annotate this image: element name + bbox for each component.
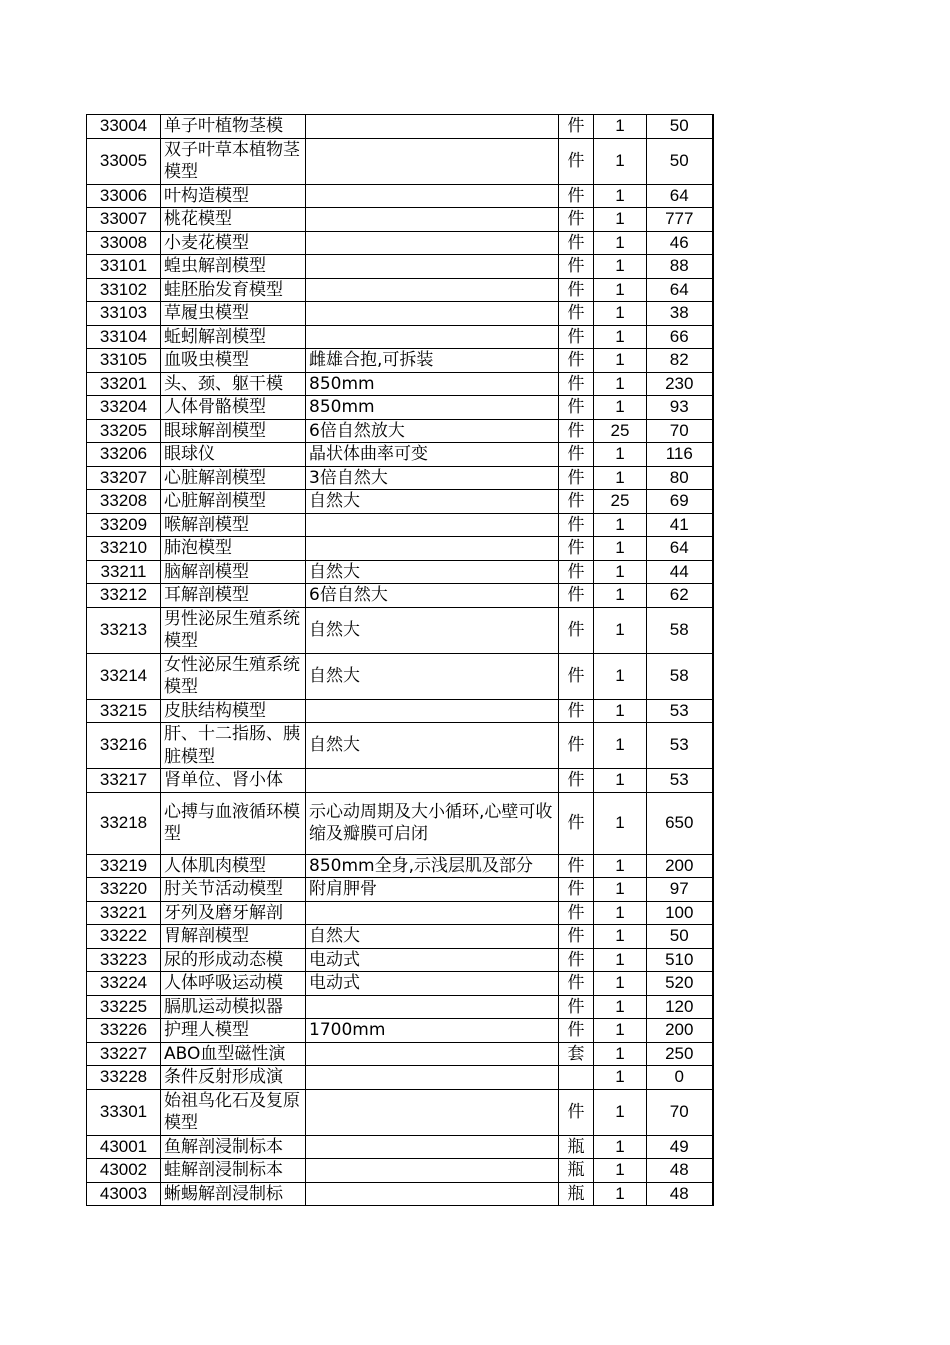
item-name-cell: 叶构造模型 <box>161 184 306 208</box>
table-row <box>87 699 713 723</box>
item-spec-cell: 3倍自然大 <box>306 466 559 490</box>
item-price-cell: 777 <box>647 208 713 232</box>
item-unit-cell: 件 <box>559 231 594 255</box>
item-qty-cell: 1 <box>594 584 647 608</box>
item-price-cell: 50 <box>647 115 713 139</box>
item-unit-cell: 件 <box>559 537 594 561</box>
item-spec-cell: 850mm <box>306 396 559 420</box>
item-unit-cell: 件 <box>559 396 594 420</box>
item-qty-cell: 1 <box>594 878 647 902</box>
item-name-cell: 肝、十二指肠、胰脏模型 <box>161 723 306 769</box>
item-qty-cell: 1 <box>594 443 647 467</box>
item-spec-cell <box>306 537 559 561</box>
table-row <box>87 115 713 139</box>
item-code-cell: 33221 <box>87 901 161 925</box>
item-price-cell: 53 <box>647 723 713 769</box>
item-name-cell: 耳解剖模型 <box>161 584 306 608</box>
table-row <box>87 443 713 467</box>
item-unit-cell: 件 <box>559 607 594 653</box>
item-unit-cell: 件 <box>559 854 594 878</box>
item-spec-cell: 1700mm <box>306 1019 559 1043</box>
item-unit-cell: 件 <box>559 419 594 443</box>
item-name-cell: 人体肌肉模型 <box>161 854 306 878</box>
item-name-cell: 心脏解剖模型 <box>161 490 306 514</box>
item-unit-cell: 件 <box>559 878 594 902</box>
item-unit-cell: 件 <box>559 948 594 972</box>
item-code-cell: 33206 <box>87 443 161 467</box>
item-unit-cell: 件 <box>559 325 594 349</box>
table-row <box>87 513 713 537</box>
table-row <box>87 878 713 902</box>
item-code-cell: 33205 <box>87 419 161 443</box>
item-spec-cell <box>306 513 559 537</box>
table-row <box>87 995 713 1019</box>
item-qty-cell: 1 <box>594 208 647 232</box>
item-spec-cell <box>306 208 559 232</box>
table-row <box>87 372 713 396</box>
table-row <box>87 302 713 326</box>
item-unit-cell: 件 <box>559 995 594 1019</box>
item-spec-cell <box>306 255 559 279</box>
item-name-cell: 条件反射形成演 <box>161 1066 306 1090</box>
item-name-cell: 鱼解剖浸制标本 <box>161 1135 306 1159</box>
item-spec-cell <box>306 1042 559 1066</box>
item-spec-cell <box>306 699 559 723</box>
item-price-cell: 49 <box>647 1135 713 1159</box>
table-row <box>87 1066 713 1090</box>
table-row <box>87 255 713 279</box>
item-qty-cell: 1 <box>594 854 647 878</box>
table-row <box>87 184 713 208</box>
item-qty-cell: 1 <box>594 1019 647 1043</box>
item-code-cell: 33227 <box>87 1042 161 1066</box>
item-code-cell: 33217 <box>87 769 161 793</box>
item-name-cell: 脑解剖模型 <box>161 560 306 584</box>
item-spec-cell <box>306 325 559 349</box>
item-price-cell: 230 <box>647 372 713 396</box>
item-name-cell: 肺泡模型 <box>161 537 306 561</box>
item-price-cell: 44 <box>647 560 713 584</box>
item-spec-cell: 自然大 <box>306 490 559 514</box>
table-row <box>87 925 713 949</box>
item-qty-cell: 1 <box>594 948 647 972</box>
item-unit-cell: 件 <box>559 1019 594 1043</box>
item-name-cell: 双子叶草本植物茎模型 <box>161 138 306 184</box>
item-qty-cell: 1 <box>594 138 647 184</box>
item-code-cell: 33210 <box>87 537 161 561</box>
table-row <box>87 208 713 232</box>
item-code-cell: 33004 <box>87 115 161 139</box>
item-code-cell: 33216 <box>87 723 161 769</box>
item-spec-cell <box>306 995 559 1019</box>
item-code-cell: 33207 <box>87 466 161 490</box>
item-code-cell: 33204 <box>87 396 161 420</box>
table-row <box>87 231 713 255</box>
item-qty-cell: 1 <box>594 699 647 723</box>
item-unit-cell: 件 <box>559 792 594 854</box>
item-unit-cell: 件 <box>559 302 594 326</box>
item-unit-cell: 件 <box>559 372 594 396</box>
table-row <box>87 278 713 302</box>
table-row <box>87 1182 713 1206</box>
item-qty-cell: 1 <box>594 278 647 302</box>
item-price-cell: 650 <box>647 792 713 854</box>
item-price-cell: 69 <box>647 490 713 514</box>
table-body <box>87 115 713 1206</box>
item-price-cell: 50 <box>647 138 713 184</box>
item-qty-cell: 1 <box>594 325 647 349</box>
table-row <box>87 1019 713 1043</box>
item-code-cell: 33213 <box>87 607 161 653</box>
item-code-cell: 33224 <box>87 972 161 996</box>
item-unit-cell: 件 <box>559 925 594 949</box>
item-price-cell: 58 <box>647 653 713 699</box>
item-name-cell: 肘关节活动模型 <box>161 878 306 902</box>
item-code-cell: 33218 <box>87 792 161 854</box>
item-qty-cell: 1 <box>594 792 647 854</box>
item-qty-cell: 25 <box>594 419 647 443</box>
item-name-cell: 牙列及磨牙解剖 <box>161 901 306 925</box>
item-qty-cell: 1 <box>594 1159 647 1183</box>
item-spec-cell <box>306 115 559 139</box>
item-spec-cell: 自然大 <box>306 653 559 699</box>
item-unit-cell: 件 <box>559 901 594 925</box>
item-qty-cell: 1 <box>594 255 647 279</box>
table-row <box>87 1042 713 1066</box>
item-code-cell: 33219 <box>87 854 161 878</box>
item-code-cell: 33220 <box>87 878 161 902</box>
item-name-cell: 人体骨骼模型 <box>161 396 306 420</box>
item-spec-cell <box>306 231 559 255</box>
item-name-cell: 女性泌尿生殖系统模型 <box>161 653 306 699</box>
item-qty-cell: 1 <box>594 115 647 139</box>
item-name-cell: 血吸虫模型 <box>161 349 306 373</box>
item-name-cell: 眼球解剖模型 <box>161 419 306 443</box>
item-unit-cell: 瓶 <box>559 1182 594 1206</box>
item-qty-cell: 1 <box>594 466 647 490</box>
item-qty-cell: 1 <box>594 1135 647 1159</box>
item-price-cell: 41 <box>647 513 713 537</box>
table-row <box>87 854 713 878</box>
table-row <box>87 1135 713 1159</box>
item-qty-cell: 1 <box>594 560 647 584</box>
item-spec-cell <box>306 302 559 326</box>
item-code-cell: 33301 <box>87 1089 161 1135</box>
item-price-cell: 53 <box>647 699 713 723</box>
item-price-cell: 200 <box>647 1019 713 1043</box>
table-row <box>87 901 713 925</box>
item-spec-cell <box>306 278 559 302</box>
item-code-cell: 33211 <box>87 560 161 584</box>
item-price-cell: 58 <box>647 607 713 653</box>
item-unit-cell: 件 <box>559 490 594 514</box>
price-list-table <box>86 114 714 1206</box>
item-name-cell: ABO血型磁性演 <box>161 1042 306 1066</box>
item-price-cell: 0 <box>647 1066 713 1090</box>
table-row <box>87 1089 713 1135</box>
item-code-cell: 33222 <box>87 925 161 949</box>
item-price-cell: 80 <box>647 466 713 490</box>
table-row <box>87 948 713 972</box>
table-row <box>87 396 713 420</box>
item-code-cell: 33104 <box>87 325 161 349</box>
item-spec-cell: 850mm <box>306 372 559 396</box>
table-row <box>87 972 713 996</box>
item-price-cell: 64 <box>647 184 713 208</box>
item-code-cell: 33223 <box>87 948 161 972</box>
item-price-cell: 48 <box>647 1182 713 1206</box>
item-spec-cell <box>306 901 559 925</box>
item-unit-cell: 件 <box>559 349 594 373</box>
item-price-cell: 70 <box>647 1089 713 1135</box>
item-code-cell: 33105 <box>87 349 161 373</box>
table-row <box>87 537 713 561</box>
item-name-cell: 蜥蜴解剖浸制标 <box>161 1182 306 1206</box>
item-price-cell: 510 <box>647 948 713 972</box>
item-unit-cell: 件 <box>559 513 594 537</box>
item-code-cell: 33007 <box>87 208 161 232</box>
item-price-cell: 48 <box>647 1159 713 1183</box>
table-row <box>87 723 713 769</box>
item-name-cell: 膈肌运动模拟器 <box>161 995 306 1019</box>
item-spec-cell: 雌雄合抱,可拆装 <box>306 349 559 373</box>
item-spec-cell: 电动式 <box>306 972 559 996</box>
table-row <box>87 138 713 184</box>
item-unit-cell <box>559 1066 594 1090</box>
item-unit-cell: 件 <box>559 443 594 467</box>
item-unit-cell: 件 <box>559 208 594 232</box>
item-name-cell: 尿的形成动态模 <box>161 948 306 972</box>
item-price-cell: 520 <box>647 972 713 996</box>
item-qty-cell: 1 <box>594 901 647 925</box>
item-name-cell: 蛙胚胎发育模型 <box>161 278 306 302</box>
item-code-cell: 33209 <box>87 513 161 537</box>
item-spec-cell: 6倍自然大 <box>306 584 559 608</box>
item-qty-cell: 1 <box>594 184 647 208</box>
item-unit-cell: 件 <box>559 466 594 490</box>
item-unit-cell: 件 <box>559 769 594 793</box>
item-unit-cell: 件 <box>559 584 594 608</box>
item-spec-cell: 晶状体曲率可变 <box>306 443 559 467</box>
item-name-cell: 皮肤结构模型 <box>161 699 306 723</box>
item-name-cell: 头、颈、躯干模 <box>161 372 306 396</box>
item-name-cell: 蚯蚓解剖模型 <box>161 325 306 349</box>
table-row <box>87 653 713 699</box>
item-name-cell: 护理人模型 <box>161 1019 306 1043</box>
item-qty-cell: 25 <box>594 490 647 514</box>
item-spec-cell: 附肩胛骨 <box>306 878 559 902</box>
item-unit-cell: 瓶 <box>559 1159 594 1183</box>
item-spec-cell: 自然大 <box>306 607 559 653</box>
table-row <box>87 419 713 443</box>
item-unit-cell: 件 <box>559 972 594 996</box>
item-qty-cell: 1 <box>594 995 647 1019</box>
item-price-cell: 116 <box>647 443 713 467</box>
item-code-cell: 33225 <box>87 995 161 1019</box>
item-qty-cell: 1 <box>594 925 647 949</box>
item-code-cell: 33008 <box>87 231 161 255</box>
item-code-cell: 43001 <box>87 1135 161 1159</box>
item-code-cell: 43002 <box>87 1159 161 1183</box>
item-spec-cell: 自然大 <box>306 723 559 769</box>
item-qty-cell: 1 <box>594 349 647 373</box>
item-name-cell: 草履虫模型 <box>161 302 306 326</box>
item-qty-cell: 1 <box>594 653 647 699</box>
table-row <box>87 490 713 514</box>
item-spec-cell: 850mm全身,示浅层肌及部分 <box>306 854 559 878</box>
item-code-cell: 33102 <box>87 278 161 302</box>
item-unit-cell: 件 <box>559 184 594 208</box>
item-unit-cell: 件 <box>559 723 594 769</box>
item-price-cell: 62 <box>647 584 713 608</box>
item-name-cell: 喉解剖模型 <box>161 513 306 537</box>
item-unit-cell: 件 <box>559 653 594 699</box>
item-code-cell: 33215 <box>87 699 161 723</box>
item-spec-cell: 6倍自然放大 <box>306 419 559 443</box>
item-spec-cell: 电动式 <box>306 948 559 972</box>
item-code-cell: 33228 <box>87 1066 161 1090</box>
item-qty-cell: 1 <box>594 1066 647 1090</box>
item-code-cell: 33006 <box>87 184 161 208</box>
table-row <box>87 584 713 608</box>
item-code-cell: 33214 <box>87 653 161 699</box>
item-spec-cell: 自然大 <box>306 560 559 584</box>
item-unit-cell: 件 <box>559 278 594 302</box>
table-row <box>87 1159 713 1183</box>
item-price-cell: 100 <box>647 901 713 925</box>
item-price-cell: 88 <box>647 255 713 279</box>
item-unit-cell: 件 <box>559 560 594 584</box>
item-price-cell: 200 <box>647 854 713 878</box>
table-row <box>87 607 713 653</box>
item-qty-cell: 1 <box>594 972 647 996</box>
item-price-cell: 64 <box>647 537 713 561</box>
item-qty-cell: 1 <box>594 607 647 653</box>
item-qty-cell: 1 <box>594 1042 647 1066</box>
item-spec-cell <box>306 1159 559 1183</box>
item-price-cell: 250 <box>647 1042 713 1066</box>
item-unit-cell: 件 <box>559 255 594 279</box>
item-qty-cell: 1 <box>594 1089 647 1135</box>
table-row <box>87 325 713 349</box>
item-qty-cell: 1 <box>594 231 647 255</box>
item-qty-cell: 1 <box>594 372 647 396</box>
item-unit-cell: 瓶 <box>559 1135 594 1159</box>
item-spec-cell <box>306 1089 559 1135</box>
item-price-cell: 82 <box>647 349 713 373</box>
item-price-cell: 50 <box>647 925 713 949</box>
item-price-cell: 64 <box>647 278 713 302</box>
item-code-cell: 33005 <box>87 138 161 184</box>
item-unit-cell: 件 <box>559 138 594 184</box>
table-row <box>87 349 713 373</box>
item-qty-cell: 1 <box>594 396 647 420</box>
item-price-cell: 97 <box>647 878 713 902</box>
item-price-cell: 120 <box>647 995 713 1019</box>
table-row <box>87 792 713 854</box>
item-code-cell: 33212 <box>87 584 161 608</box>
item-name-cell: 单子叶植物茎模 <box>161 115 306 139</box>
item-name-cell: 蝗虫解剖模型 <box>161 255 306 279</box>
item-unit-cell: 件 <box>559 115 594 139</box>
item-spec-cell <box>306 184 559 208</box>
item-spec-cell <box>306 1135 559 1159</box>
item-name-cell: 眼球仪 <box>161 443 306 467</box>
item-code-cell: 33103 <box>87 302 161 326</box>
item-qty-cell: 1 <box>594 302 647 326</box>
item-code-cell: 33101 <box>87 255 161 279</box>
item-qty-cell: 1 <box>594 769 647 793</box>
item-spec-cell <box>306 138 559 184</box>
item-spec-cell <box>306 1066 559 1090</box>
item-code-cell: 33208 <box>87 490 161 514</box>
item-name-cell: 小麦花模型 <box>161 231 306 255</box>
item-qty-cell: 1 <box>594 537 647 561</box>
item-name-cell: 男性泌尿生殖系统模型 <box>161 607 306 653</box>
item-spec-cell <box>306 769 559 793</box>
item-price-cell: 53 <box>647 769 713 793</box>
item-unit-cell: 件 <box>559 1089 594 1135</box>
item-spec-cell: 自然大 <box>306 925 559 949</box>
table-row <box>87 466 713 490</box>
item-price-cell: 66 <box>647 325 713 349</box>
item-price-cell: 38 <box>647 302 713 326</box>
item-unit-cell: 套 <box>559 1042 594 1066</box>
table-row <box>87 560 713 584</box>
table-row <box>87 769 713 793</box>
item-price-cell: 70 <box>647 419 713 443</box>
item-qty-cell: 1 <box>594 723 647 769</box>
item-unit-cell: 件 <box>559 699 594 723</box>
item-name-cell: 心搏与血液循环模型 <box>161 792 306 854</box>
item-name-cell: 蛙解剖浸制标本 <box>161 1159 306 1183</box>
item-price-cell: 93 <box>647 396 713 420</box>
item-spec-cell: 示心动周期及大小循环,心壁可收缩及瓣膜可启闭 <box>306 792 559 854</box>
item-price-cell: 46 <box>647 231 713 255</box>
item-code-cell: 43003 <box>87 1182 161 1206</box>
item-name-cell: 始祖鸟化石及复原模型 <box>161 1089 306 1135</box>
item-name-cell: 人体呼吸运动模 <box>161 972 306 996</box>
item-code-cell: 33201 <box>87 372 161 396</box>
item-qty-cell: 1 <box>594 1182 647 1206</box>
item-name-cell: 心脏解剖模型 <box>161 466 306 490</box>
item-name-cell: 肾单位、肾小体 <box>161 769 306 793</box>
item-name-cell: 胃解剖模型 <box>161 925 306 949</box>
item-qty-cell: 1 <box>594 513 647 537</box>
item-name-cell: 桃花模型 <box>161 208 306 232</box>
item-code-cell: 33226 <box>87 1019 161 1043</box>
item-spec-cell <box>306 1182 559 1206</box>
